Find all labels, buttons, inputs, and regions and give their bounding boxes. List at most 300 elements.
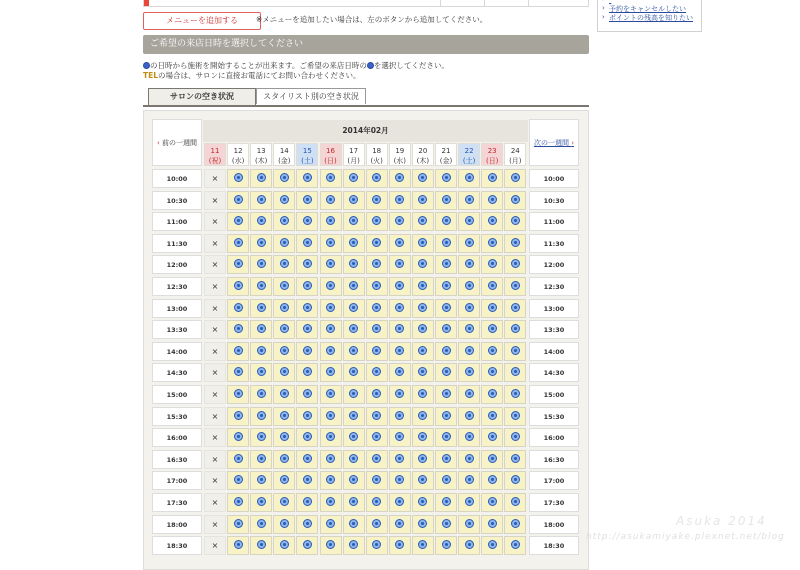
day-header: [296, 143, 318, 166]
slot-available[interactable]: [343, 493, 365, 512]
slot-available[interactable]: [504, 212, 526, 231]
slot-available[interactable]: [227, 169, 249, 188]
available-circle-icon: [349, 238, 358, 247]
slot-available[interactable]: [320, 428, 342, 447]
slot-available[interactable]: [273, 428, 295, 447]
slot-available[interactable]: [273, 212, 295, 231]
slot-available[interactable]: [273, 277, 295, 296]
slot-available[interactable]: [412, 255, 434, 274]
slot-available[interactable]: [504, 234, 526, 253]
available-circle-icon: [326, 324, 335, 333]
slot-available[interactable]: [435, 212, 457, 231]
available-circle-icon: [326, 195, 335, 204]
slot-available[interactable]: [273, 191, 295, 210]
slot-available[interactable]: [343, 385, 365, 404]
available-circle-icon: [326, 259, 335, 268]
available-circle-icon: [303, 367, 312, 376]
slot-available[interactable]: [366, 407, 388, 426]
slot-available[interactable]: [227, 471, 249, 490]
slot-available[interactable]: [320, 299, 342, 318]
slot-available[interactable]: [366, 493, 388, 512]
slot-available[interactable]: [250, 234, 272, 253]
slot-available[interactable]: [458, 407, 480, 426]
slot-available[interactable]: [389, 363, 411, 382]
slot-available[interactable]: [458, 342, 480, 361]
slot-available[interactable]: [296, 234, 318, 253]
slot-available[interactable]: [343, 471, 365, 490]
available-circle-icon: [349, 389, 358, 398]
slot-available[interactable]: [412, 471, 434, 490]
slot-available[interactable]: [366, 385, 388, 404]
slot-available[interactable]: [273, 493, 295, 512]
slot-available[interactable]: [481, 450, 503, 469]
slot-available[interactable]: [296, 299, 318, 318]
slot-available[interactable]: [389, 428, 411, 447]
slot-available[interactable]: [227, 212, 249, 231]
slot-available[interactable]: [366, 255, 388, 274]
slot-available[interactable]: [273, 536, 295, 555]
slot-unavailable: ×: [204, 342, 226, 361]
slot-available[interactable]: [412, 385, 434, 404]
slot-available[interactable]: [273, 471, 295, 490]
slot-available[interactable]: [250, 407, 272, 426]
day-header: [504, 143, 526, 166]
slot-available[interactable]: [389, 471, 411, 490]
slot-available[interactable]: [343, 299, 365, 318]
available-circle-icon: [511, 454, 520, 463]
slot-available[interactable]: [458, 515, 480, 534]
slot-available[interactable]: [458, 471, 480, 490]
available-circle-icon: [280, 411, 289, 420]
time-label-right: 18:30: [529, 536, 579, 555]
available-circle-icon: [372, 519, 381, 528]
slot-available[interactable]: [343, 428, 365, 447]
available-circle-icon: [303, 173, 312, 182]
help-link-cancel[interactable]: › 予約をキャンセルしたい: [598, 5, 701, 14]
add-menu-button[interactable]: メニューを追加する: [143, 12, 261, 30]
slot-available[interactable]: [227, 191, 249, 210]
available-circle-icon: [442, 475, 451, 484]
slot-available[interactable]: [343, 255, 365, 274]
time-label-left: 17:00: [152, 471, 202, 490]
slot-available[interactable]: [412, 212, 434, 231]
slot-available[interactable]: [320, 493, 342, 512]
slot-available[interactable]: [481, 169, 503, 188]
slot-available[interactable]: [481, 234, 503, 253]
slot-unavailable: ×: [204, 234, 226, 253]
slot-available[interactable]: [296, 320, 318, 339]
slot-available[interactable]: [320, 515, 342, 534]
slot-available[interactable]: [296, 255, 318, 274]
slot-available[interactable]: [250, 342, 272, 361]
slot-available[interactable]: [389, 450, 411, 469]
slot-available[interactable]: [320, 234, 342, 253]
slot-available[interactable]: [412, 515, 434, 534]
slot-available[interactable]: [227, 277, 249, 296]
slot-available[interactable]: [435, 471, 457, 490]
slot-available[interactable]: [273, 363, 295, 382]
slot-available[interactable]: [458, 363, 480, 382]
day-header: [389, 143, 411, 166]
slot-available[interactable]: [389, 212, 411, 231]
available-circle-icon: [395, 324, 404, 333]
slot-available[interactable]: [481, 212, 503, 231]
slot-available[interactable]: [227, 363, 249, 382]
available-circle-icon: [349, 497, 358, 506]
slot-available[interactable]: [296, 212, 318, 231]
day-number: 20: [418, 147, 428, 155]
slot-available[interactable]: [296, 428, 318, 447]
slot-available[interactable]: [435, 385, 457, 404]
slot-available[interactable]: [273, 169, 295, 188]
slot-available[interactable]: [458, 536, 480, 555]
slot-available[interactable]: [504, 385, 526, 404]
slot-available[interactable]: [273, 407, 295, 426]
slot-available[interactable]: [296, 471, 318, 490]
slot-available[interactable]: [250, 299, 272, 318]
slot-available[interactable]: [435, 234, 457, 253]
slot-available[interactable]: [343, 234, 365, 253]
slot-available[interactable]: [273, 320, 295, 339]
slot-available[interactable]: [296, 493, 318, 512]
slot-available[interactable]: [250, 169, 272, 188]
slot-available[interactable]: [366, 450, 388, 469]
slot-available[interactable]: [366, 277, 388, 296]
slot-available[interactable]: [435, 515, 457, 534]
section-title: ご希望の来店日時を選択してください: [143, 35, 589, 54]
slot-available[interactable]: [250, 363, 272, 382]
available-circle-icon: [234, 475, 243, 484]
slot-available[interactable]: [412, 407, 434, 426]
slot-available[interactable]: [458, 255, 480, 274]
slot-available[interactable]: [366, 212, 388, 231]
slot-available[interactable]: [320, 191, 342, 210]
available-circle-icon: [488, 238, 497, 247]
slot-available[interactable]: [481, 407, 503, 426]
slot-available[interactable]: [250, 536, 272, 555]
slot-available[interactable]: [458, 191, 480, 210]
slot-available[interactable]: [435, 536, 457, 555]
slot-available[interactable]: [412, 277, 434, 296]
slot-available[interactable]: [504, 428, 526, 447]
slot-available[interactable]: [227, 428, 249, 447]
available-circle-icon: [372, 259, 381, 268]
time-label-left: 17:30: [152, 493, 202, 512]
slot-available[interactable]: [250, 277, 272, 296]
slot-available[interactable]: [227, 320, 249, 339]
slot-available[interactable]: [481, 385, 503, 404]
slot-available[interactable]: [296, 407, 318, 426]
slot-available[interactable]: [481, 277, 503, 296]
day-weekday: (日): [485, 157, 499, 165]
slot-available[interactable]: [458, 450, 480, 469]
tab-stylist-availability[interactable]: スタイリスト別の空き状況: [256, 88, 366, 104]
slot-available[interactable]: [227, 342, 249, 361]
slot-available[interactable]: [504, 493, 526, 512]
slot-available[interactable]: [435, 191, 457, 210]
slot-available[interactable]: [435, 299, 457, 318]
slot-available[interactable]: [504, 450, 526, 469]
slot-available[interactable]: [320, 169, 342, 188]
slot-available[interactable]: [504, 515, 526, 534]
slot-available[interactable]: [412, 169, 434, 188]
slot-available[interactable]: [320, 277, 342, 296]
slot-available[interactable]: [389, 342, 411, 361]
slot-available[interactable]: [296, 277, 318, 296]
slot-available[interactable]: [435, 255, 457, 274]
slot-available[interactable]: [250, 515, 272, 534]
slot-available[interactable]: [504, 363, 526, 382]
slot-available[interactable]: [227, 234, 249, 253]
slot-available[interactable]: [320, 536, 342, 555]
slot-available[interactable]: [343, 320, 365, 339]
slot-available[interactable]: [389, 385, 411, 404]
slot-available[interactable]: [412, 428, 434, 447]
slot-available[interactable]: [250, 191, 272, 210]
slot-available[interactable]: [343, 450, 365, 469]
slot-available[interactable]: [412, 234, 434, 253]
slot-available[interactable]: [227, 515, 249, 534]
slot-available[interactable]: [320, 255, 342, 274]
slot-available[interactable]: [504, 299, 526, 318]
slot-available[interactable]: [227, 536, 249, 555]
slot-unavailable: ×: [204, 320, 226, 339]
slot-available[interactable]: [366, 320, 388, 339]
slot-available[interactable]: [389, 234, 411, 253]
slot-available[interactable]: [435, 450, 457, 469]
next-week-link[interactable]: [529, 119, 579, 166]
available-circle-icon: [511, 303, 520, 312]
slot-available[interactable]: [366, 234, 388, 253]
slot-available[interactable]: [458, 212, 480, 231]
available-circle-icon: [488, 454, 497, 463]
slot-available[interactable]: [273, 299, 295, 318]
available-circle-icon: [280, 281, 289, 290]
slot-available[interactable]: [250, 255, 272, 274]
available-circle-icon: [442, 432, 451, 441]
day-weekday: (火): [370, 157, 383, 165]
slot-available[interactable]: [458, 385, 480, 404]
time-label-left: 15:30: [152, 407, 202, 426]
slot-available[interactable]: [481, 342, 503, 361]
slot-available[interactable]: [343, 277, 365, 296]
available-circle-icon: [372, 367, 381, 376]
slot-available[interactable]: [296, 515, 318, 534]
slot-available[interactable]: [389, 255, 411, 274]
available-circle-icon: [488, 173, 497, 182]
available-circle-icon: [511, 216, 520, 225]
slot-available[interactable]: [366, 299, 388, 318]
slot-available[interactable]: [481, 363, 503, 382]
slot-available[interactable]: [412, 299, 434, 318]
day-number: 15: [302, 147, 312, 155]
slot-available[interactable]: [389, 191, 411, 210]
slot-available[interactable]: [343, 363, 365, 382]
available-circle-icon: [326, 173, 335, 182]
available-circle-icon: [395, 216, 404, 225]
available-circle-icon: [465, 540, 474, 549]
slot-available[interactable]: [366, 169, 388, 188]
available-circle-icon: [280, 519, 289, 528]
slot-available[interactable]: [320, 320, 342, 339]
slot-available[interactable]: [227, 407, 249, 426]
slot-available[interactable]: [481, 191, 503, 210]
slot-available[interactable]: [389, 493, 411, 512]
slot-available[interactable]: [389, 536, 411, 555]
slot-available[interactable]: [435, 363, 457, 382]
slot-available[interactable]: [296, 536, 318, 555]
prev-week-button[interactable]: [152, 119, 202, 166]
slot-available[interactable]: [458, 428, 480, 447]
slot-available[interactable]: [320, 407, 342, 426]
slot-available[interactable]: [273, 515, 295, 534]
slot-available[interactable]: [273, 342, 295, 361]
help-link-points[interactable]: › ポイントの残高を知りたい: [598, 14, 701, 23]
slot-available[interactable]: [389, 299, 411, 318]
slot-available[interactable]: [366, 363, 388, 382]
slot-available[interactable]: [504, 320, 526, 339]
slot-available[interactable]: [389, 407, 411, 426]
available-circle-icon: [442, 303, 451, 312]
slot-available[interactable]: [389, 320, 411, 339]
slot-available[interactable]: [320, 363, 342, 382]
slot-available[interactable]: [366, 191, 388, 210]
slot-available[interactable]: [504, 342, 526, 361]
slot-available[interactable]: [366, 471, 388, 490]
available-circle-icon: [234, 238, 243, 247]
slot-available[interactable]: [412, 493, 434, 512]
time-label-left: 12:00: [152, 255, 202, 274]
slot-available[interactable]: [273, 385, 295, 404]
slot-available[interactable]: [250, 385, 272, 404]
slot-available[interactable]: [343, 212, 365, 231]
slot-available[interactable]: [458, 320, 480, 339]
slot-available[interactable]: [227, 255, 249, 274]
slot-available[interactable]: [481, 299, 503, 318]
slot-available[interactable]: [412, 320, 434, 339]
slot-available[interactable]: [481, 471, 503, 490]
available-circle-icon: [442, 259, 451, 268]
slot-available[interactable]: [504, 277, 526, 296]
slot-available[interactable]: [389, 169, 411, 188]
slot-available[interactable]: [481, 320, 503, 339]
slot-available[interactable]: [458, 234, 480, 253]
slot-available[interactable]: [227, 450, 249, 469]
slot-available[interactable]: [250, 428, 272, 447]
slot-available[interactable]: [250, 493, 272, 512]
available-circle-icon: [280, 195, 289, 204]
slot-available[interactable]: [296, 385, 318, 404]
slot-available[interactable]: [435, 407, 457, 426]
slot-available[interactable]: [250, 320, 272, 339]
slot-available[interactable]: [343, 407, 365, 426]
time-label-left: 11:00: [152, 212, 202, 231]
slot-available[interactable]: [435, 169, 457, 188]
slot-available[interactable]: [366, 536, 388, 555]
slot-available[interactable]: [435, 277, 457, 296]
slot-available[interactable]: [296, 342, 318, 361]
slot-available[interactable]: [227, 385, 249, 404]
slot-available[interactable]: [412, 536, 434, 555]
slot-available[interactable]: [250, 450, 272, 469]
available-circle-icon: [234, 432, 243, 441]
slot-available[interactable]: [458, 169, 480, 188]
slot-available[interactable]: [366, 515, 388, 534]
slot-available[interactable]: [296, 450, 318, 469]
slot-available[interactable]: [412, 191, 434, 210]
slot-available[interactable]: [389, 277, 411, 296]
slot-available[interactable]: [412, 450, 434, 469]
available-circle-icon: [488, 475, 497, 484]
slot-available[interactable]: [320, 342, 342, 361]
available-circle-icon: [372, 432, 381, 441]
slot-available[interactable]: [504, 255, 526, 274]
slot-available[interactable]: [320, 385, 342, 404]
available-circle-icon: [488, 281, 497, 290]
slot-available[interactable]: [320, 471, 342, 490]
available-circle-icon: [511, 346, 520, 355]
slot-available[interactable]: [412, 363, 434, 382]
slot-available[interactable]: [366, 428, 388, 447]
top-row-divider: [440, 0, 441, 6]
slot-available[interactable]: [320, 450, 342, 469]
slot-available[interactable]: [273, 234, 295, 253]
slot-available[interactable]: [250, 471, 272, 490]
slot-available[interactable]: [481, 428, 503, 447]
slot-available[interactable]: [296, 169, 318, 188]
slot-available[interactable]: [296, 191, 318, 210]
available-circle-icon: [280, 454, 289, 463]
slot-available[interactable]: [227, 493, 249, 512]
slot-available[interactable]: [296, 363, 318, 382]
slot-available[interactable]: [273, 450, 295, 469]
slot-available[interactable]: [343, 515, 365, 534]
slot-available[interactable]: [435, 320, 457, 339]
available-circle-icon: [234, 389, 243, 398]
slot-available[interactable]: [481, 255, 503, 274]
slot-available[interactable]: [458, 277, 480, 296]
slot-available[interactable]: [412, 342, 434, 361]
slot-available[interactable]: [343, 536, 365, 555]
slot-available[interactable]: [458, 299, 480, 318]
slot-available[interactable]: [227, 299, 249, 318]
slot-available[interactable]: [320, 212, 342, 231]
slot-available[interactable]: [250, 212, 272, 231]
slot-available[interactable]: [481, 515, 503, 534]
slot-available[interactable]: [504, 191, 526, 210]
slot-available[interactable]: [389, 515, 411, 534]
slot-available[interactable]: [481, 493, 503, 512]
slot-available[interactable]: [435, 342, 457, 361]
slot-available[interactable]: [273, 255, 295, 274]
available-circle-icon: [465, 346, 474, 355]
slot-available[interactable]: [504, 536, 526, 555]
slot-available[interactable]: [504, 407, 526, 426]
slot-available[interactable]: [343, 342, 365, 361]
slot-available[interactable]: [366, 342, 388, 361]
slot-available[interactable]: [343, 169, 365, 188]
slot-available[interactable]: [481, 536, 503, 555]
slot-available[interactable]: [435, 493, 457, 512]
slot-available[interactable]: [435, 428, 457, 447]
available-circle-icon: [280, 216, 289, 225]
tab-salon-availability[interactable]: サロンの空き状況: [148, 88, 256, 105]
slot-available[interactable]: [504, 169, 526, 188]
available-circle-icon: [257, 454, 266, 463]
slot-available[interactable]: [504, 471, 526, 490]
slot-available[interactable]: [343, 191, 365, 210]
slot-available[interactable]: [458, 493, 480, 512]
